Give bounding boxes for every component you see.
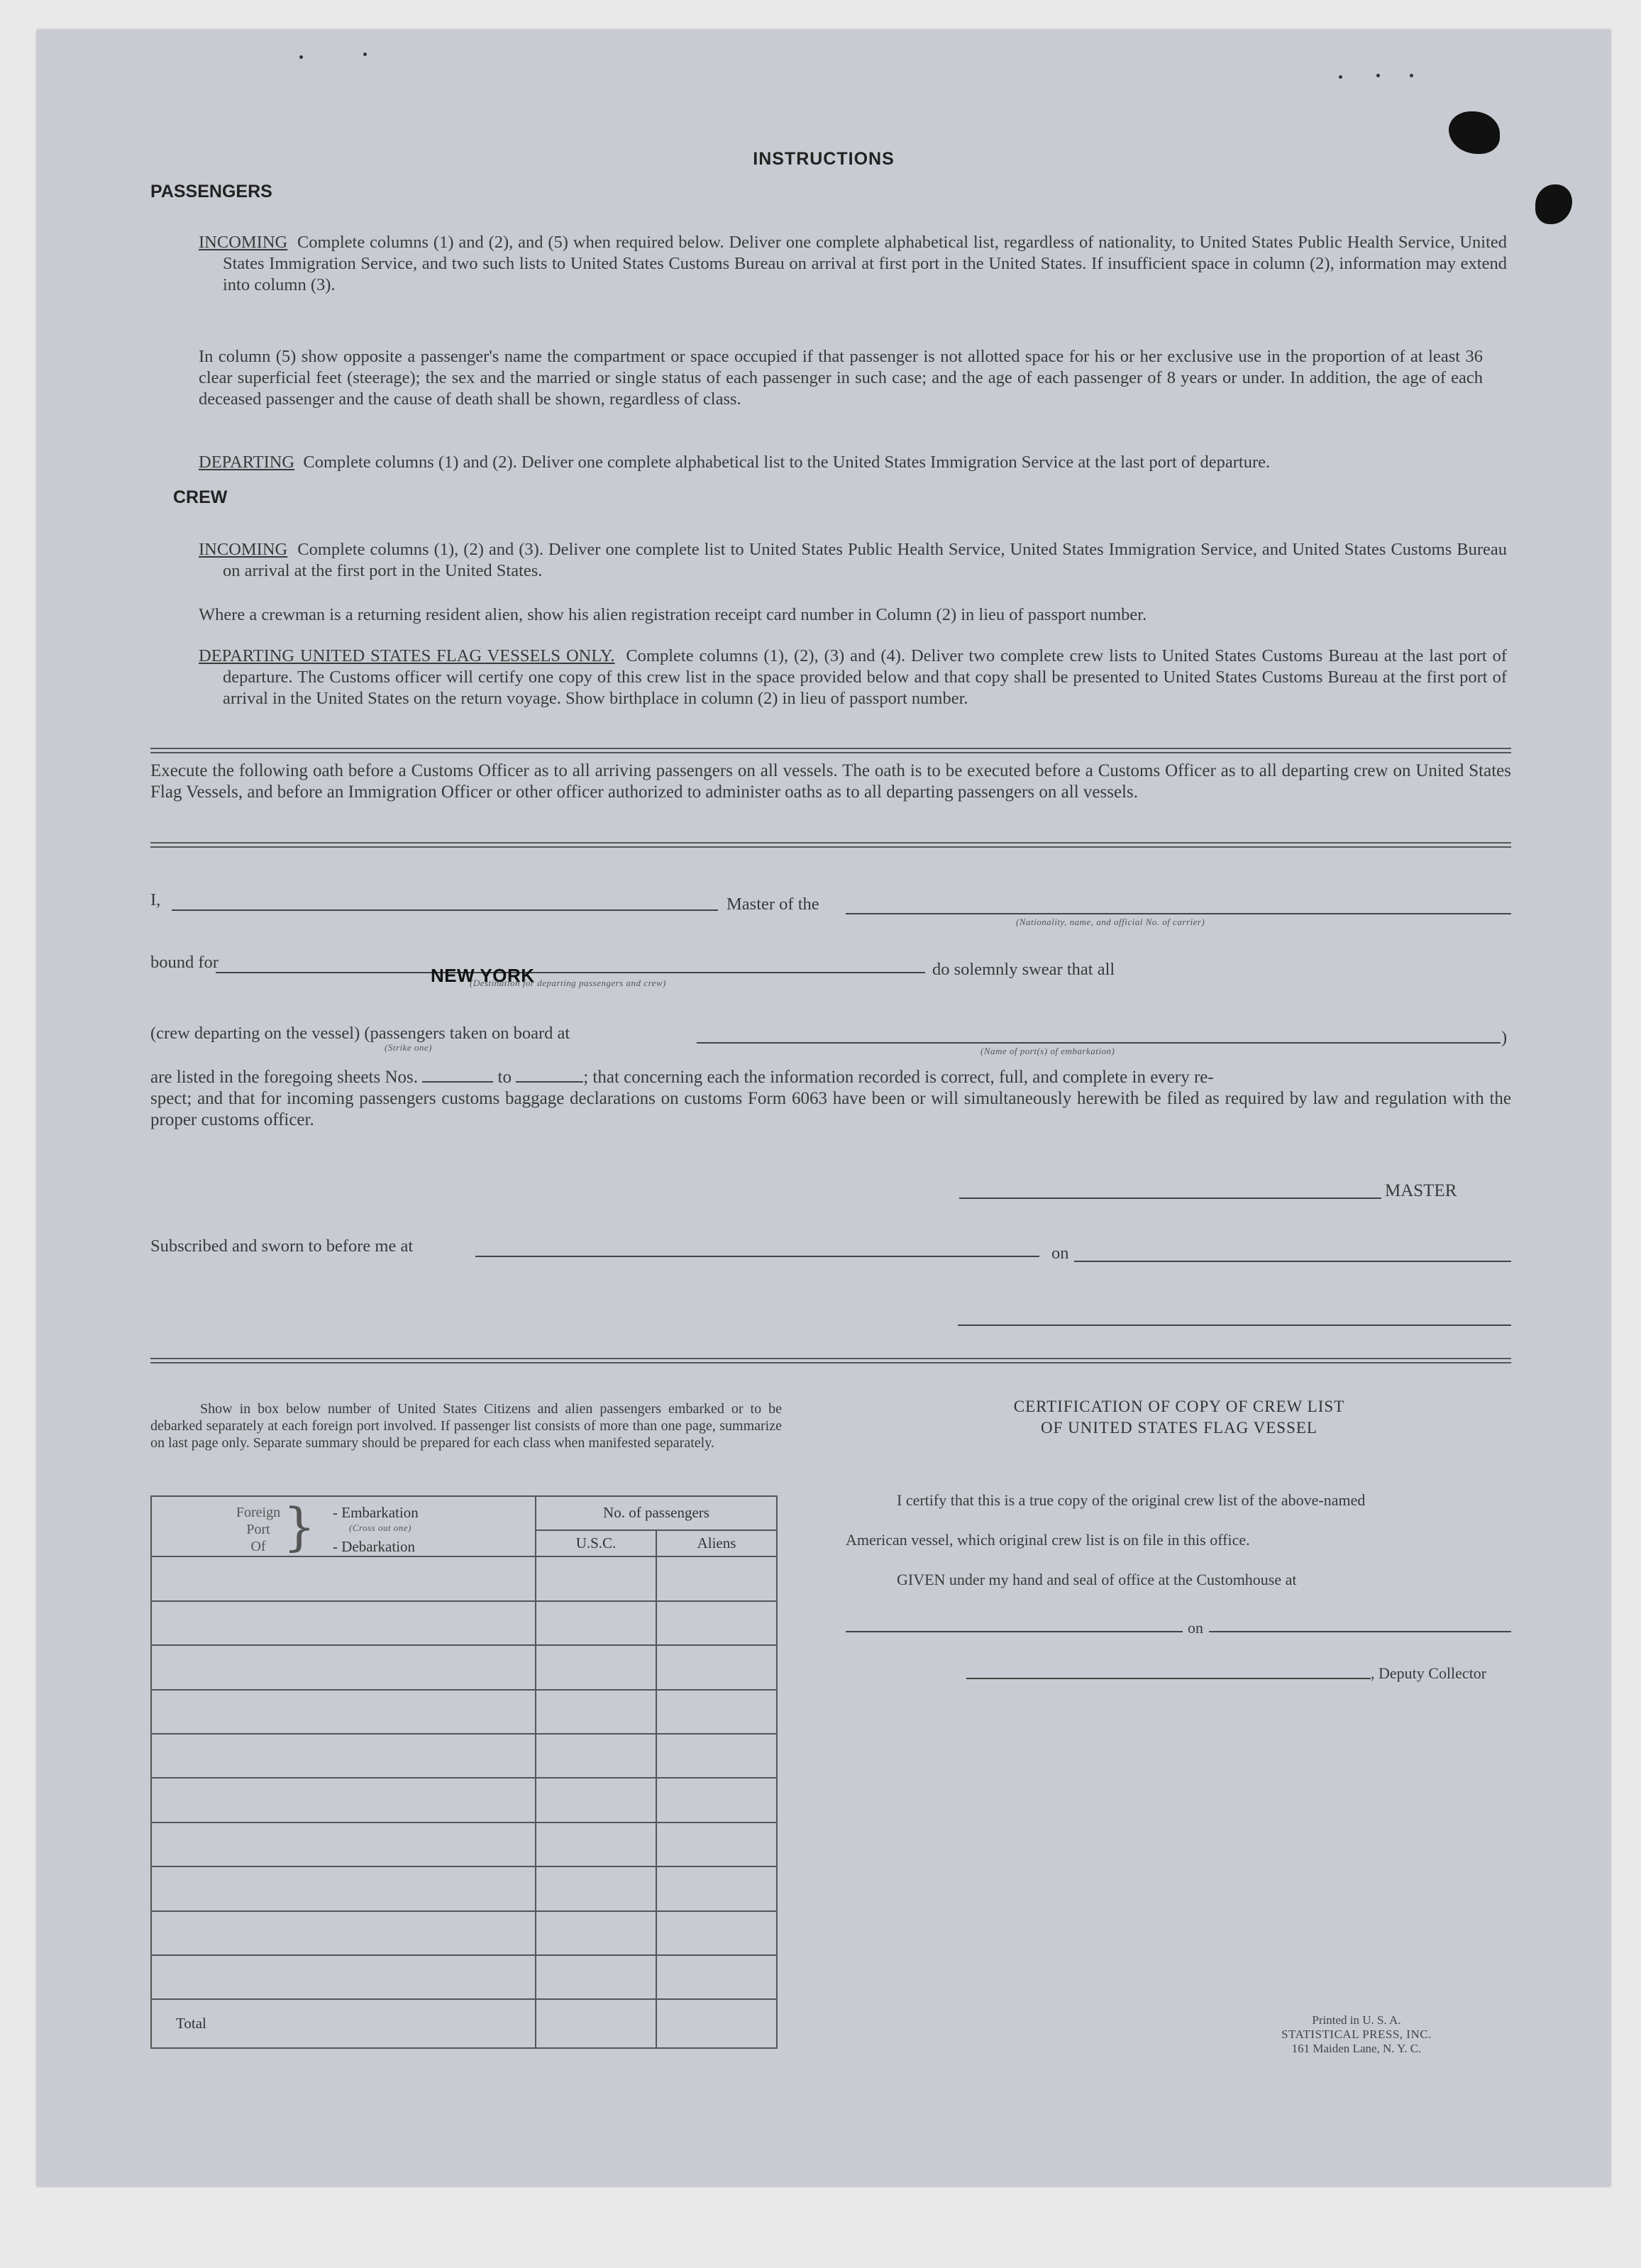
departing-text: Complete columns (1) and (2). Deliver one complete alphabetical list to the United States Immigration Service at the last port of departure.: [303, 453, 1271, 472]
divider-2: [150, 842, 1511, 848]
master-name-line[interactable]: [172, 909, 718, 911]
usc-cell[interactable]: [536, 1911, 656, 1955]
swear-label: do solemnly swear that all: [932, 960, 1115, 979]
table-row: [151, 1822, 777, 1866]
ink-blot-right: [1535, 184, 1572, 224]
column5-paragraph: In column (5) show opposite a passenger's name the compartment or space occupied if that passenger is not allotted space for his or her exclusive use in the proportion of at least 36 clear superficial feet (steerage); the sex and the married or single status of each passenger in such case; and the age of each passenger of 8 years or under. In addition, the age of each deceased passenger and the cause of death shall be shown, regardless of class.: [199, 347, 1483, 409]
subscribed-label: Subscribed and sworn to before me at: [150, 1237, 414, 1256]
usc-cell[interactable]: [536, 1734, 656, 1778]
bound-for-label: bound for: [150, 953, 219, 972]
to-label: to: [497, 1068, 512, 1087]
aliens-cell[interactable]: [656, 1734, 777, 1778]
ports-table: [150, 1495, 778, 2049]
certify-text: I certify that this is a true copy of the original crew list of the above-named: [897, 1491, 1366, 1509]
customhouse-line[interactable]: [846, 1631, 1183, 1632]
printer-line-1: Printed in U. S. A.: [1312, 2013, 1401, 2027]
crewman-paragraph: Where a crewman is a returning resident alien, show his alien registration receipt card number in Column (2) in lieu of passport number.: [199, 605, 1147, 624]
printer-line-2: STATISTICAL PRESS, INC.: [1281, 2028, 1432, 2041]
crew-incoming-label: INCOMING: [199, 540, 288, 559]
usc-cell[interactable]: [536, 1645, 656, 1689]
aliens-cell[interactable]: [656, 1911, 777, 1955]
deputy-label: , Deputy Collector: [1371, 1664, 1487, 1682]
speck: [1339, 75, 1342, 79]
port-cell[interactable]: [151, 1866, 536, 1910]
summary-instructions: Show in box below number of United States Citizens and alien passengers embarked or to be debarked separately at each foreign port involved. If passenger list consists of more than one page, summarize on last page only. Separate summary should be prepared for each class when manifested separately.: [150, 1401, 782, 1451]
speck: [363, 52, 367, 56]
aliens-cell[interactable]: [656, 1955, 777, 1999]
port-cell[interactable]: [151, 1822, 536, 1866]
table-row: [151, 1645, 777, 1689]
destination-value: NEW YORK: [431, 965, 535, 986]
aliens-cell[interactable]: [656, 1778, 777, 1822]
crew-departing-oath-label: (crew departing on the vessel) (passengers taken on board at: [150, 1024, 570, 1043]
port-cell[interactable]: [151, 1734, 536, 1778]
destination-line[interactable]: [216, 972, 925, 973]
given-text: GIVEN under my hand and seal of office at the Customhouse at: [897, 1571, 1297, 1588]
usc-cell[interactable]: [536, 1955, 656, 1999]
ports-table-body: [151, 1556, 777, 1999]
table-row: [151, 1955, 777, 1999]
total-label: Total: [151, 1999, 536, 2048]
usc-cell[interactable]: [536, 1778, 656, 1822]
i-label: I,: [150, 890, 161, 909]
strike-caption: (Strike one): [385, 1042, 433, 1053]
port-cell[interactable]: [151, 1911, 536, 1955]
port-cell[interactable]: [151, 1778, 536, 1822]
sheet-from-field[interactable]: [422, 1081, 493, 1083]
port-cell[interactable]: [151, 1556, 536, 1600]
sheets-paragraph: [150, 1067, 1511, 1088]
usc-cell[interactable]: [536, 1866, 656, 1910]
of-text: Of: [250, 1539, 266, 1554]
form-page: [37, 30, 1610, 2186]
crew-departing-label: DEPARTING UNITED STATES FLAG VESSELS ONLY.: [199, 646, 615, 665]
ink-blot-top: [1449, 111, 1500, 154]
passengers-heading: PASSENGERS: [150, 182, 272, 201]
crew-incoming-text: Complete columns (1), (2) and (3). Deliver one complete list to United States Public Health Service, United States Immigration Service, and United States Customs Bureau on arrival at the first port in the United States.: [223, 540, 1508, 580]
aliens-cell[interactable]: [656, 1822, 777, 1866]
close-paren: ): [1501, 1028, 1508, 1047]
total-usc-cell[interactable]: [536, 1999, 656, 2048]
printer-line-3: 161 Maiden Lane, N. Y. C.: [1291, 2042, 1422, 2055]
passengers-incoming-paragraph: [199, 232, 1507, 296]
port-cell[interactable]: [151, 1955, 536, 1999]
carrier-caption: (Nationality, name, and official No. of carrier): [1016, 917, 1205, 927]
statement-start: ; that concerning each the information recorded is correct, full, and complete in every re-: [583, 1068, 1214, 1087]
printer-imprint: [1236, 2013, 1477, 2056]
usc-cell[interactable]: [536, 1690, 656, 1734]
embarkation-label: - Embarkation: [333, 1504, 419, 1521]
subscribed-on-label: on: [1051, 1244, 1069, 1263]
incoming-label: INCOMING: [199, 233, 288, 252]
sheet-to-field[interactable]: [516, 1081, 583, 1083]
master-signature-line[interactable]: [959, 1197, 1381, 1199]
total-aliens-cell[interactable]: [656, 1999, 777, 2048]
statement-rest: spect; and that for incoming passengers customs baggage declarations on customs Form 6063 have been or will simultaneously herewith be filed as required by law and regulation with the proper customs officer.: [150, 1089, 1511, 1129]
aliens-cell[interactable]: [656, 1601, 777, 1645]
usc-header: U.S.C.: [536, 1530, 656, 1556]
divider-3: [150, 1358, 1511, 1363]
aliens-header: Aliens: [656, 1530, 777, 1556]
ports-caption: (Name of port(s) of embarkation): [980, 1046, 1115, 1056]
usc-cell[interactable]: [536, 1822, 656, 1866]
subscribed-place-line[interactable]: [475, 1256, 1039, 1257]
table-row: [151, 1778, 777, 1822]
sheets-label: are listed in the foregoing sheets Nos.: [150, 1068, 418, 1087]
usc-cell[interactable]: [536, 1601, 656, 1645]
debarkation-label: - Debarkation: [333, 1538, 416, 1555]
speck: [1410, 74, 1413, 77]
instructions-title: INSTRUCTIONS: [753, 149, 895, 169]
table-row: [151, 1911, 777, 1955]
aliens-cell[interactable]: [656, 1645, 777, 1689]
subscribed-date-line[interactable]: [1074, 1261, 1511, 1262]
certification-title-2: OF UNITED STATES FLAG VESSEL: [1041, 1419, 1317, 1437]
aliens-cell[interactable]: [656, 1690, 777, 1734]
ports-header-cell: [151, 1496, 536, 1556]
no-of-passengers-header: No. of passengers: [536, 1496, 777, 1530]
crew-departing-text: Complete columns (1), (2), (3) and (4). Deliver two complete crew lists to United States Customs Bureau at the last port of departure. The Customs officer will certify one copy of this crew list in the space provided below and that copy shall be presented to United States Customs Bureau at the first port of arrival in the United States on the return voyage. Show birthplace in column (2) in lieu of passport number.: [223, 646, 1507, 708]
certification-title-1: CERTIFICATION OF COPY OF CREW LIST: [1013, 1398, 1345, 1415]
aliens-cell[interactable]: [656, 1866, 777, 1910]
carrier-line[interactable]: [846, 913, 1511, 914]
table-row: [151, 1601, 777, 1645]
incoming-text: Complete columns (1) and (2), and (5) when required below. Deliver one complete alphabetical list, regardless of nationality, to United States Public Health Service, United States Immigration Service, and two such lists to United States Customs Bureau on arrival at first port in the United States. If insufficient space in column (2), information may extend into column (3).: [223, 233, 1507, 294]
oath-intro: Execute the following oath before a Customs Officer as to all arriving passengers on all vessels. The oath is to be executed before a Customs Officer as to all departing crew on United States Flag Vessels, and before an Immigration Officer or other officer authorized to administer oaths as to all departing passengers on all vessels.: [150, 761, 1511, 802]
crew-departing-paragraph: [199, 646, 1507, 709]
american-text: American vessel, which original crew list is on file in this office.: [846, 1531, 1250, 1549]
departing-label: DEPARTING: [199, 453, 295, 472]
passengers-departing-paragraph: [199, 452, 1507, 473]
master-of-label: Master of the: [726, 895, 819, 914]
crew-heading: CREW: [173, 487, 228, 507]
speck: [299, 55, 303, 59]
officer-signature-line[interactable]: [958, 1324, 1511, 1326]
speck: [1376, 74, 1380, 77]
crew-incoming-paragraph: [199, 539, 1507, 582]
port-cell[interactable]: [151, 1645, 536, 1689]
destination-caption: (Destination for departing passengers and crew): [470, 978, 666, 988]
ports-line[interactable]: [697, 1042, 1501, 1044]
usc-cell[interactable]: [536, 1556, 656, 1600]
port-cell[interactable]: [151, 1601, 536, 1645]
cross-out-caption: (Cross out one): [349, 1522, 411, 1533]
foreign-port-of: [230, 1504, 287, 1555]
port-cell[interactable]: [151, 1690, 536, 1734]
divider-1: [150, 748, 1511, 753]
aliens-cell[interactable]: [656, 1556, 777, 1600]
cert-date-line[interactable]: [1209, 1631, 1511, 1632]
brace-icon: }: [283, 1497, 316, 1556]
table-row: [151, 1734, 777, 1778]
table-row: [151, 1556, 777, 1600]
master-label: MASTER: [1385, 1181, 1457, 1200]
table-row: [151, 1690, 777, 1734]
deputy-signature-line[interactable]: [966, 1678, 1371, 1679]
table-row: [151, 1866, 777, 1910]
cert-on-label: on: [1188, 1619, 1203, 1637]
foreign-text: Foreign: [236, 1505, 281, 1520]
port-text: Port: [246, 1522, 270, 1537]
